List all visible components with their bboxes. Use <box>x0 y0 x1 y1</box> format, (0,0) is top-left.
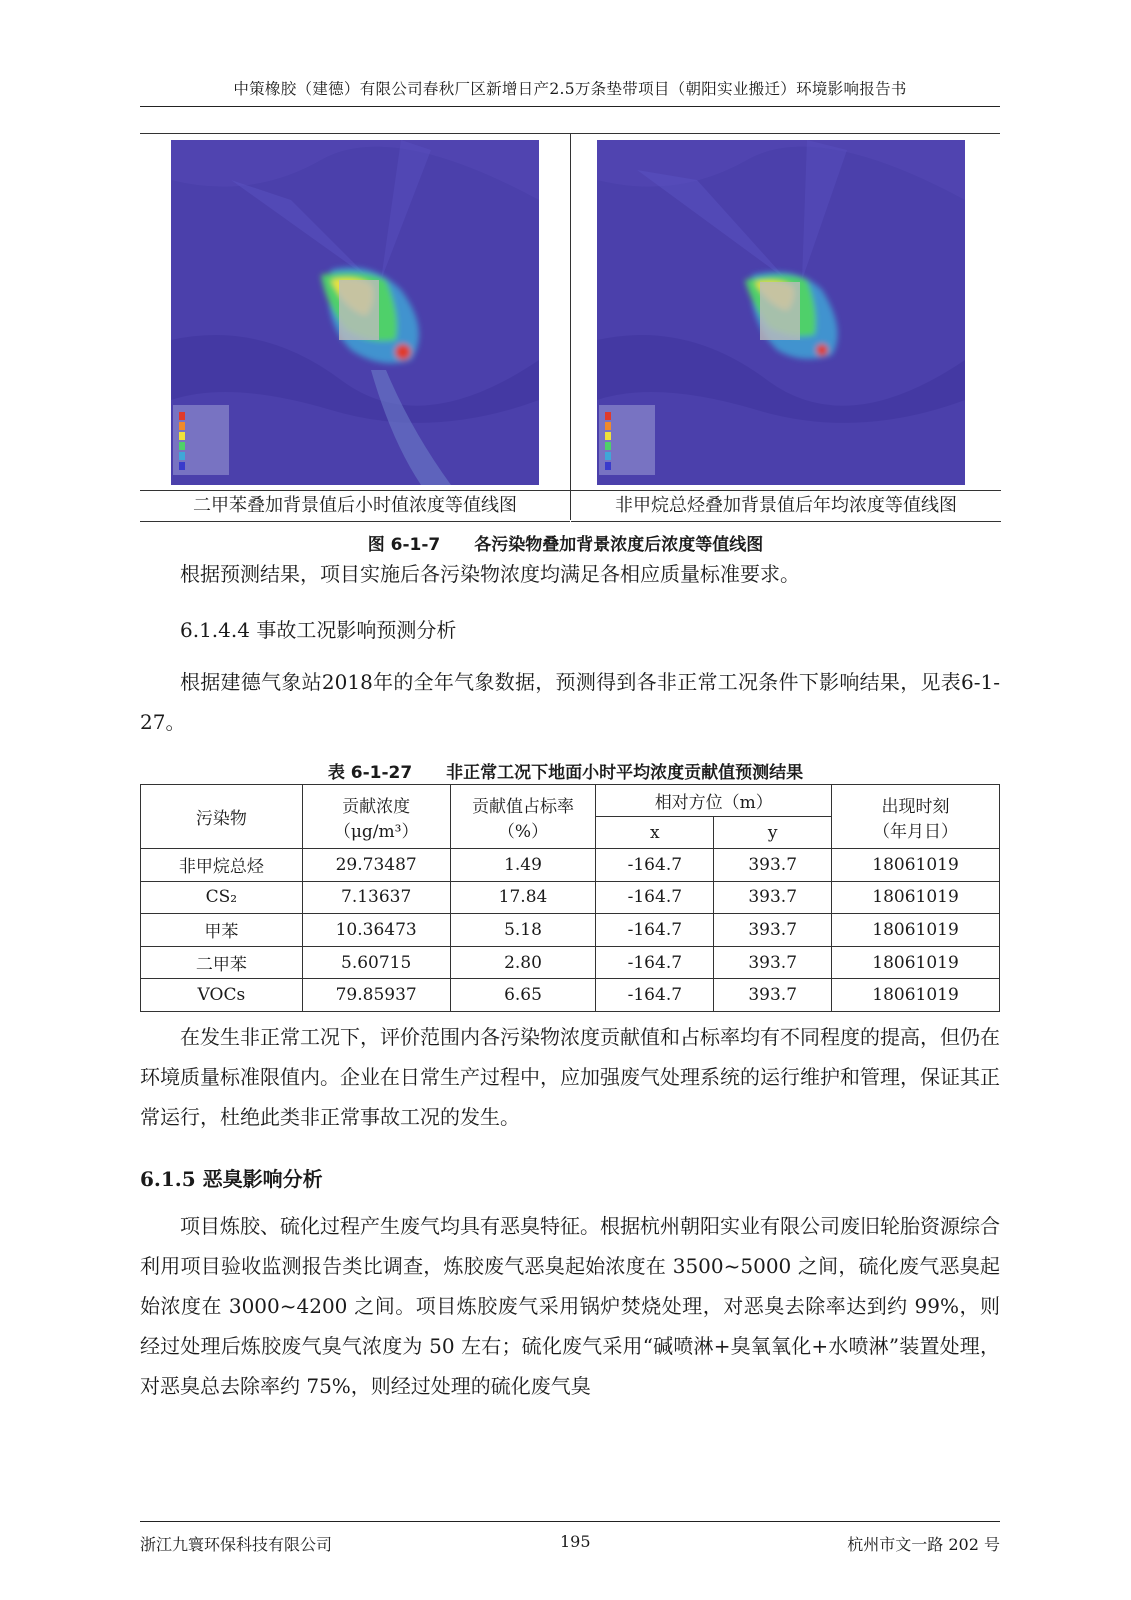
table-title: 表 6-1-27 非正常工况下地面小时平均浓度贡献值预测结果 <box>327 763 804 783</box>
cell-ratio: 6.65 <box>450 979 596 1012</box>
col-ratio-line1: 贡献值占标率 <box>472 796 574 817</box>
col-time-line2: （年月日） <box>873 821 959 842</box>
col-concentration <box>302 785 450 849</box>
cell-pollutant: 二甲苯 <box>141 946 303 979</box>
cell-ratio: 5.18 <box>450 914 596 947</box>
paragraph-3: 在发生非正常工况下，评价范围内各污染物浓度贡献值和占标率均有不同程度的提高，但仍在环境质量标准限值内。企业在日常生产过程中，应加强废气处理系统的运行维护和管理，保证其正常运行，杜绝此类非正常事故工况的发生。 <box>140 1025 1000 1129</box>
col-concentration-line2: （μg/m³） <box>333 821 419 842</box>
cell-time: 18061019 <box>832 849 1000 882</box>
table-row <box>141 849 1000 882</box>
section-heading: 6.1.5 恶臭影响分析 <box>140 1167 323 1191</box>
cell-concentration: 10.36473 <box>302 914 450 947</box>
cell-y: 393.7 <box>714 914 832 947</box>
subsection-heading: 6.1.4.4 事故工况影响预测分析 <box>180 618 457 642</box>
cell-y: 393.7 <box>714 849 832 882</box>
col-y: y <box>714 817 832 849</box>
footer-address: 杭州市文一路 202 号 <box>847 1535 1000 1554</box>
figure-grid <box>140 133 1000 520</box>
cell-ratio: 17.84 <box>450 881 596 914</box>
figure-left <box>140 134 571 520</box>
cell-y: 393.7 <box>714 881 832 914</box>
cell-concentration: 7.13637 <box>302 881 450 914</box>
cell-concentration: 29.73487 <box>302 849 450 882</box>
cell-pollutant: 甲苯 <box>141 914 303 947</box>
cell-x: -164.7 <box>596 849 714 882</box>
col-position: 相对方位（m） <box>596 785 832 817</box>
col-time-line1: 出现时刻 <box>881 796 950 817</box>
paragraph-2: 根据建德气象站2018年的全年气象数据，预测得到各非正常工况条件下影响结果，见表6-1-27。 <box>140 670 1000 734</box>
paragraph-4: 项目炼胶、硫化过程产生废气均具有恶臭特征。根据杭州朝阳实业有限公司废旧轮胎资源综合利用项目验收监测报告类比调查，炼胶废气恶臭起始浓度在 3500~5000 之间，硫化废气恶臭起始浓度在 3000~4200 之间。项目炼胶废气采用锅炉焚烧处理，对恶臭去除率达到约 99%，则经过处理后炼胶废气臭气浓度为 50 左右；硫化废气采用“碱喷淋+臭氧氧化+水喷淋”装置处理，对恶臭总去除率约 75%，则经过处理的硫化废气臭 <box>140 1214 1000 1398</box>
cell-time: 18061019 <box>832 946 1000 979</box>
cell-x: -164.7 <box>596 881 714 914</box>
figure-right <box>571 134 1001 520</box>
paragraph-1: 根据预测结果，项目实施后各污染物浓度均满足各相应质量标准要求。 <box>180 562 800 586</box>
cell-time: 18061019 <box>832 914 1000 947</box>
table-row <box>141 946 1000 979</box>
page-footer <box>140 1521 1000 1562</box>
table-row <box>141 914 1000 947</box>
cell-x: -164.7 <box>596 914 714 947</box>
cell-pollutant: CS₂ <box>141 881 303 914</box>
figure-right-caption: 非甲烷总烃叠加背景值后年均浓度等值线图 <box>571 490 1001 522</box>
cell-concentration: 79.85937 <box>302 979 450 1012</box>
concentration-map-left <box>171 140 539 485</box>
cell-concentration: 5.60715 <box>302 946 450 979</box>
col-time <box>832 785 1000 849</box>
col-ratio-line2: （%） <box>497 821 549 842</box>
concentration-map-right <box>597 140 965 485</box>
col-concentration-line1: 贡献浓度 <box>342 796 411 817</box>
cell-y: 393.7 <box>714 946 832 979</box>
col-x: x <box>596 817 714 849</box>
cell-ratio: 1.49 <box>450 849 596 882</box>
cell-pollutant: 非甲烷总烃 <box>141 849 303 882</box>
page-number: 195 <box>560 1532 591 1551</box>
cell-x: -164.7 <box>596 946 714 979</box>
page-header: 中策橡胶（建德）有限公司春秋厂区新增日产2.5万条垫带项目（朝阳实业搬迁）环境影响报告书 <box>140 76 1000 107</box>
cell-y: 393.7 <box>714 979 832 1012</box>
cell-ratio: 2.80 <box>450 946 596 979</box>
result-table <box>140 784 1000 1012</box>
table-row <box>141 881 1000 914</box>
footer-company: 浙江九寰环保科技有限公司 <box>140 1535 333 1554</box>
cell-time: 18061019 <box>832 881 1000 914</box>
figure-left-caption: 二甲苯叠加背景值后小时值浓度等值线图 <box>140 490 570 522</box>
figure-title: 图 6-1-7 各污染物叠加背景浓度后浓度等值线图 <box>367 535 764 555</box>
col-ratio <box>450 785 596 849</box>
cell-time: 18061019 <box>832 979 1000 1012</box>
cell-pollutant: VOCs <box>141 979 303 1012</box>
table-row <box>141 979 1000 1012</box>
cell-x: -164.7 <box>596 979 714 1012</box>
col-pollutant: 污染物 <box>141 785 303 849</box>
